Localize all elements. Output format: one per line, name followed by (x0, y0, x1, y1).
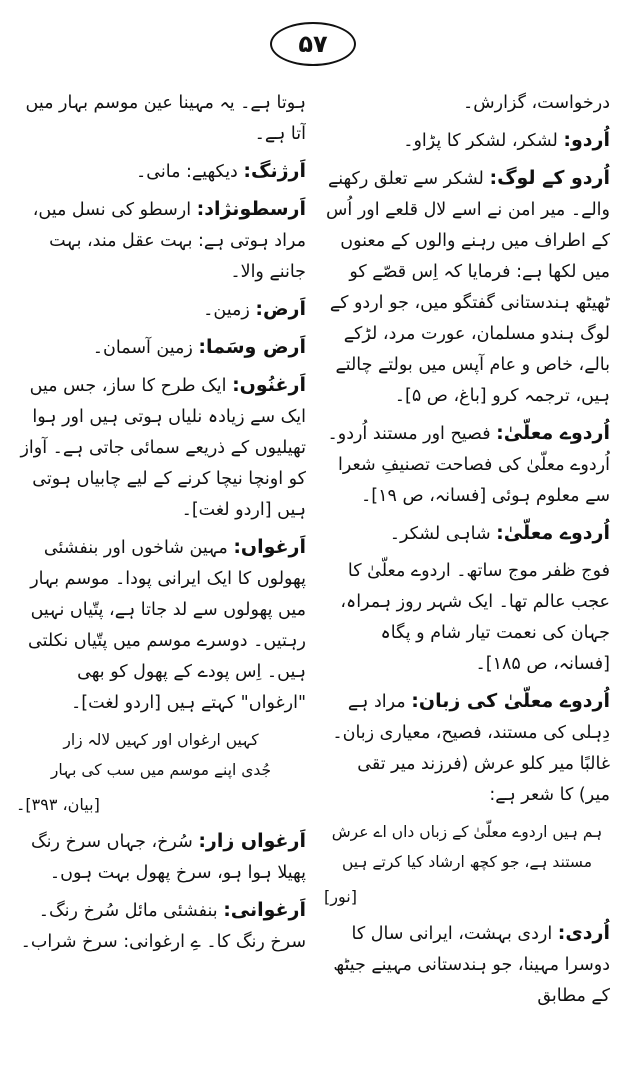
entry-headword: اَرض وسَما: (198, 336, 306, 358)
dictionary-entry (16, 88, 306, 150)
entry-definition: دیکھیے: مانی۔ (136, 162, 244, 182)
entry-definition: ایک طرح کا ساز، جس میں ایک سے زیادہ نلیاں ہوتی ہیں اور ہوا تھیلیوں کے ذریعے سمائی جاتی ہے۔ آواز کو اونچا نیچا کرنے کے لیے چابیاں ہوتی ہیں (20, 376, 306, 520)
entry-headword: اُردی: (557, 922, 610, 944)
entry-reference: [فسانہ، ص ۱۹]۔ (361, 486, 492, 506)
dictionary-entry (324, 686, 610, 811)
entry-definition: درخواست، گزارش۔ (463, 93, 610, 113)
dictionary-entry (324, 125, 610, 157)
verse-reference: [نور] (324, 887, 357, 906)
dictionary-entry (324, 556, 610, 680)
entry-headword: اُردوے معلّیٰ: (496, 522, 610, 544)
entry-headword: اُردو: (563, 129, 610, 151)
entry-headword: اُردو کے لوگ: (489, 167, 610, 189)
right-column (324, 88, 610, 1068)
entry-definition: لشکر، لشکر کا پڑاو۔ (403, 131, 564, 151)
entry-definition: سُرخ، جہاں سرخ رنگ پھیلا ہوا ہو، سرخ پھول بہت ہوں۔ (30, 832, 306, 883)
entry-reference: [فسانہ، ص ۱۸۵]۔ (475, 654, 610, 674)
entry-headword: اَرض: (255, 298, 306, 320)
page-number (270, 22, 356, 66)
entry-definition: زمین۔ (203, 300, 256, 320)
dictionary-entry (16, 532, 306, 719)
verse-line: جُدی اپنے موسم میں سب کی بہار (50, 761, 272, 779)
entry-definition: زمین آسمان۔ (92, 338, 199, 358)
dictionary-entry (324, 88, 610, 119)
left-column (16, 88, 306, 1068)
verse-line: مستند ہے، جو کچھ ارشاد کیا کرتے ہیں (341, 853, 593, 871)
entry-definition: مراد ہے دِہلی کی مستند، فصیح، معیاری زبان۔ غالبًا میر کلو عرش (فرزند میر تقی میر) کا شعر ہے: (332, 692, 610, 805)
entry-definition: مہین شاخوں اور بنفشئی پھولوں کا ایک ایرانی پودا۔ موسم بہار میں پھولوں سے لد جاتا ہے، پتّیاں نہیں رہتیں۔ دوسرے موسم میں پتّیاں نکلتی ہیں۔ اِس پودے کے پھول کو بھی "ارغواں" کہتے ہیں (28, 538, 306, 713)
entry-definition: فوج ظفر موج ساتھ۔ اردوے معلّیٰ کا عجب عالم تھا۔ ایک شہر روز ہمراہ، جہان کی نعمت تیار شام و پگاہ (340, 561, 610, 643)
entry-definition: شاہی لشکر۔ (389, 524, 497, 544)
dictionary-entry (324, 918, 610, 1012)
entry-headword: اَرژنگ: (243, 160, 306, 182)
entry-definition: ارسطو کی نسل میں، مراد ہوتی ہے: بہت عقل مند، بہت جاننے والا۔ (32, 200, 306, 282)
entry-headword: اُردوے معلّیٰ کی زبان: (411, 690, 610, 712)
dictionary-entry (16, 895, 306, 958)
entry-definition: فصیح اور مستند اُردو۔ اُردوے معلّیٰ کی فصاحت تصنیفِ شعرا سے معلوم ہوئی (327, 424, 610, 506)
dictionary-entry (16, 370, 306, 526)
entry-reference: [اردو لغت]۔ (71, 693, 167, 713)
entry-headword: اَرسطونژاد: (196, 198, 306, 220)
verse-reference: [بیان، ۳۹۳]۔ (16, 795, 100, 814)
dictionary-entry (16, 332, 306, 364)
entry-reference: [اردو لغت]۔ (181, 500, 278, 520)
verse (16, 725, 306, 785)
verse (324, 817, 610, 877)
dictionary-entry (324, 163, 610, 412)
entry-definition: اردی بہشت، ایرانی سال کا دوسرا مہینا، جو ہندستانی مہینے جیٹھ کے مطابق (333, 924, 610, 1006)
entry-headword: اَرغواں: (233, 536, 306, 558)
dictionary-entry (16, 156, 306, 188)
page-number-text: ۵۷ (298, 30, 328, 58)
dictionary-entry (324, 418, 610, 512)
dictionary-entry (16, 294, 306, 326)
verse-line: ہم ہیں اردوے معلّیٰ کے زباں داں اے عرش (331, 823, 603, 841)
entry-definition: بنفشئی مائل سُرخ رنگ۔ سرخ رنگ کا۔ ےِ ارغوانی: سرخ شراب۔ (20, 901, 306, 952)
entry-headword: اُردوے معلّیٰ: (496, 422, 610, 444)
dictionary-entry (16, 194, 306, 288)
entry-reference: [باغ، ص ۵]۔ (394, 386, 493, 406)
verse-line: کہیں ارغواں اور کہیں لالہ زار (63, 731, 259, 749)
entry-headword: اَرغنُوں: (232, 374, 306, 396)
entry-headword: اَرغوانی: (223, 899, 306, 921)
entry-definition: لشکر سے تعلق رکھنے والے۔ میر امن نے اسے لال قلعے اور اُس کے اطراف میں رہنے والوں کے معنوں میں لکھا ہے: فرمایا کہ اِس قصّے کو ٹھیٹھ ہندستانی گفتگو میں، جو اردو کے لوگ ہندو مسلمان، عورت مرد، لڑکے بالے، خاص و عام آپس میں بولتے چالتے ہیں، ترجمہ کرو (326, 169, 610, 406)
entry-definition: ہوتا ہے۔ یہ مہینا عین موسم بہار میں آتا ہے۔ (25, 93, 306, 144)
entry-headword: اَرغواں زار: (198, 830, 306, 852)
dictionary-entry (324, 518, 610, 550)
dictionary-entry (16, 826, 306, 889)
